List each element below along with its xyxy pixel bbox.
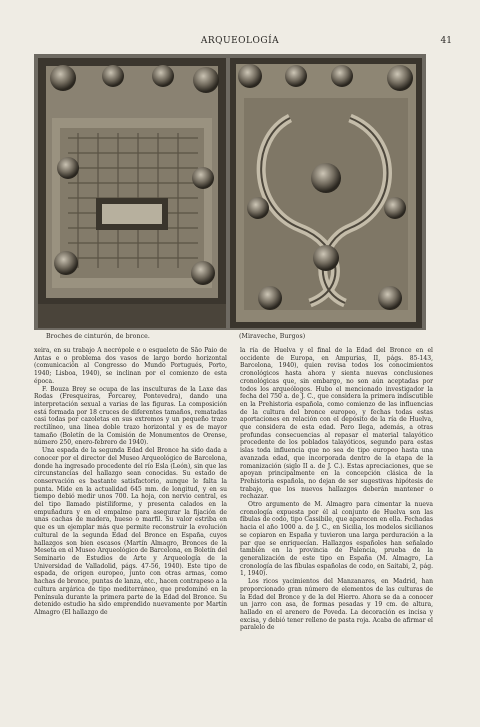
figure-caption: [34, 333, 426, 343]
running-title: ARQUEOLOGÍA: [200, 36, 280, 46]
belt-plate-photo-right: [230, 58, 422, 328]
caption-credit: (Miraveche, Burgos): [239, 333, 306, 340]
text-column-left: [34, 347, 227, 719]
belt-plate-illustration-left: [38, 58, 226, 328]
text-column-right: [240, 347, 433, 719]
belt-plate-photo-left: [38, 58, 226, 328]
paragraph: Los ricos yacimientos del Manzanares, en Madrid, han proporcionado gran número de elementos de las culturas de la Edad del Bronce y de la del Hierro. Ahora se da a conocer un jarro con asa, de formas pesadas y 19 cm. de altura, hallado en el arenero de Poveda. La decoración es incisa y excisa, y debió tener relleno de pasta roja. Acaba de afirmar el paralelo de: [240, 578, 433, 632]
page-number: 41: [440, 36, 452, 46]
paragraph: Una espada de la segunda Edad del Bronce ha sido dada a conocer por el director del Museo Arqueológico de Barcelona, donde ha ingresado procedente del río Esla (León), sin que las circunstancias del hallazgo sean conocidas. Su estado de conservación es bastante satisfactorio, aunque le falta la punta. Mide en la actualidad 645 mm. de longitud, y en su tiempo debió medir unos 700. La hoja, con nervio central, es del tipo llamado pistiliforme, y presenta calados en la empuñadura y en el empalme para asegurar la fijación de unas cachas de madera, hueso o marfil. Su valor estriba en que es un ejemplar más que permite reconstruir la evolución cultural de la segunda Edad del Bronce en España, cuyos hallazgos son bien escasos (Martín Almagro, Bronces de la Meseta en el Museo Arqueológico de Barcelona, en Boletín del Seminario de Estudios de Arte y Arqueología de la Universidad de Valladolid, págs. 47-56, 1940). Este tipo de espada, de origen europeo, junto con otras armas, como hachas de bronce, puntas de lanza, etc., hacen contrapeso a la cultura argárica de tipo mediterráneo, que predominó en la Península durante la primera parte de la Edad del Bronce. Su detenido estudio ha sido emprendido nuevamente por Martín Almagro (El hallazgo de: [34, 447, 227, 616]
paragraph: F. Bouza Brey se ocupa de las insculturas de la Laxe das Rodas (Fresqueiras, Forcarey, Pontevedra), dando una interpretación sexual a varias de las figuras. La composición está formada por 18 cruces de diferentes tamaños, rematadas casi todas por cazoletas en sus extremos y un pequeño trazo rectilíneo, una línea doble trazo horizontal y es de mayor tamaño (Boletín de la Comisión de Monumentos de Orense, número 250, enero-febrero de 1940).: [34, 385, 227, 447]
caption-title: Broches de cinturón, de bronce.: [46, 333, 150, 340]
figure-photographs: [34, 54, 426, 330]
paragraph: la ría de Huelva y el final de la Edad del Bronce en el occidente de Europa, en Ampurias, II, págs. 85-143, Barcelona, 1940), quien revisa todos los conocimientos cronológicos hasta ahora y sienta nuevas conclusiones cronológicas que, sin embargo, no son aún aceptadas por todos los arqueólogos. Hubo el mencionado investigador la fecha del 750 a. de J. C., que considera la primera indiscutible en la Prehistoria española, como comienzo de las influencias de la cultura del bronce europeo, y fechas todas estas aportaciones en relación con el depósito de la ría de Huelva, que considera de esta edad. Pero llega, además, a otras profundas consecuencias al repasar el material talayótico procedente de los poblados talayóticos, segundo para estas islas toda influencia que no sea de tipo europeo hasta una avanzada edad, que incorporada dentro de la etapa de la romanización (siglo II a. de J. C.). Estas apreciaciones, que se apoyan principalmente en la concepción clásica de la Prehistoria española, no dejan de ser sugestivas hipótesis de trabajo, que los nuevos hallazgos deberán mantener o rechazar.: [240, 347, 433, 501]
body-text: [34, 347, 434, 719]
belt-plate-illustration-right: [230, 58, 422, 328]
paragraph: xeira, en su trabajo A necrópole e o esqueleto de São Paio de Antas e o problema dos vasos de largo bordo horizontal (comunicación al Congresso do Mundo Portugués, Porto, 1940; Lisboa, 1940), se inclinan por el comienzo de esta época.: [34, 347, 227, 385]
paragraph: Otro argumento de M. Almagro para cimentar la nueva cronología expuesta por él al conjunto de Huelva son las fíbulas de codo, tipo Cassibile, que aparecen en ella. Fechadas hacia el año 1000 a. de J. C., en Sicilia, los modelos sicilianos se copiaron en España y tuvieron una larga perduración a la par que se enriquecían. Hallazgos españoles han señalado también en la provincia de Palencia, prueba de la generalización de este tipo en España (M. Almagro, La cronología de las fíbulas españolas de codo, en Saitabi, 2, pág. 1, 1940).: [240, 501, 433, 578]
page-header: [0, 36, 480, 50]
